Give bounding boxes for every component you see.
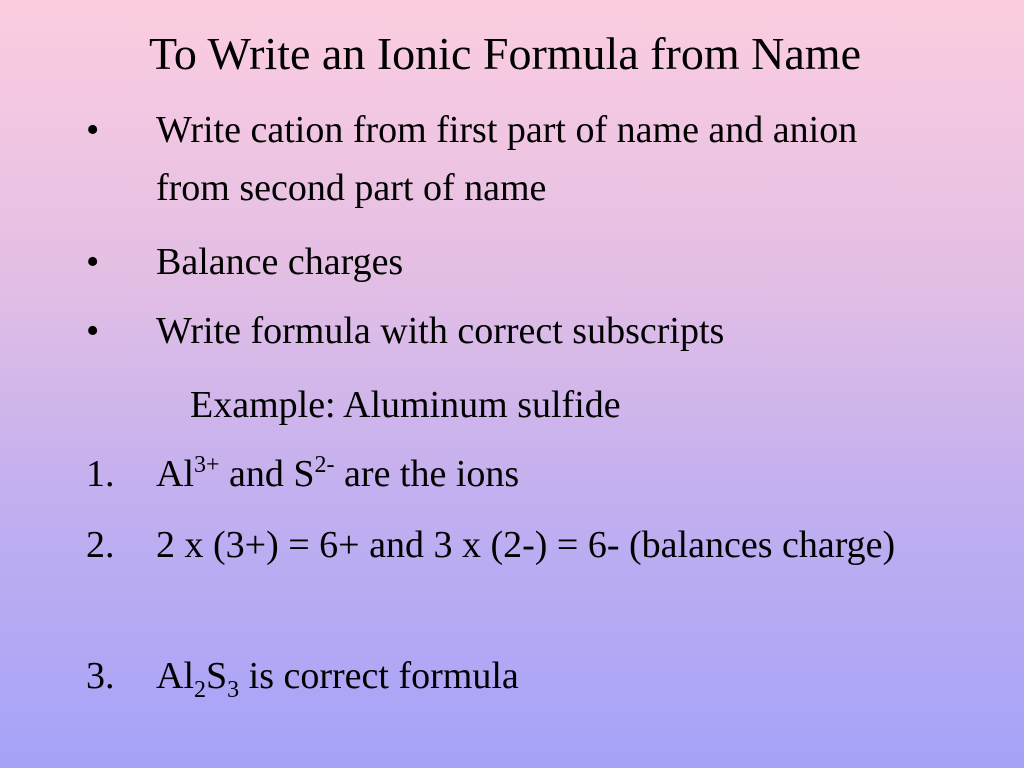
subscript: 3	[227, 677, 240, 703]
step-number: 3.	[86, 655, 115, 697]
step-text	[156, 647, 916, 705]
step-number: 2.	[86, 524, 115, 566]
step-text-segment: is correct formula	[239, 655, 519, 697]
step-number: 1.	[86, 453, 115, 495]
bullet-text: Write formula with correct subscripts	[156, 310, 725, 352]
bullet-text: Write cation from first part of name and anion from second part of name	[156, 109, 858, 209]
step-text-segment: and S	[219, 453, 315, 495]
step-text-segment: are the ions	[334, 453, 520, 495]
example-label: Example: Aluminum sulfide	[190, 384, 621, 426]
subscript: 2	[194, 677, 206, 703]
slide-title: To Write an Ionic Formula from Name	[149, 28, 861, 79]
element-symbol: Al	[156, 655, 194, 697]
ion-symbol: Al	[156, 453, 194, 495]
step-text: 2 x (3+) = 6+ and 3 x (2-) = 6- (balances charge)	[156, 524, 896, 566]
ion-charge: 3+	[194, 452, 220, 478]
bullet-marker: •	[86, 241, 100, 283]
step-text	[156, 445, 916, 503]
ion-charge: 2-	[314, 452, 335, 478]
element-symbol: S	[206, 655, 228, 697]
bullet-text: Balance charges	[156, 241, 404, 283]
bullet-marker: •	[86, 310, 100, 352]
bullet-marker: •	[86, 109, 100, 151]
